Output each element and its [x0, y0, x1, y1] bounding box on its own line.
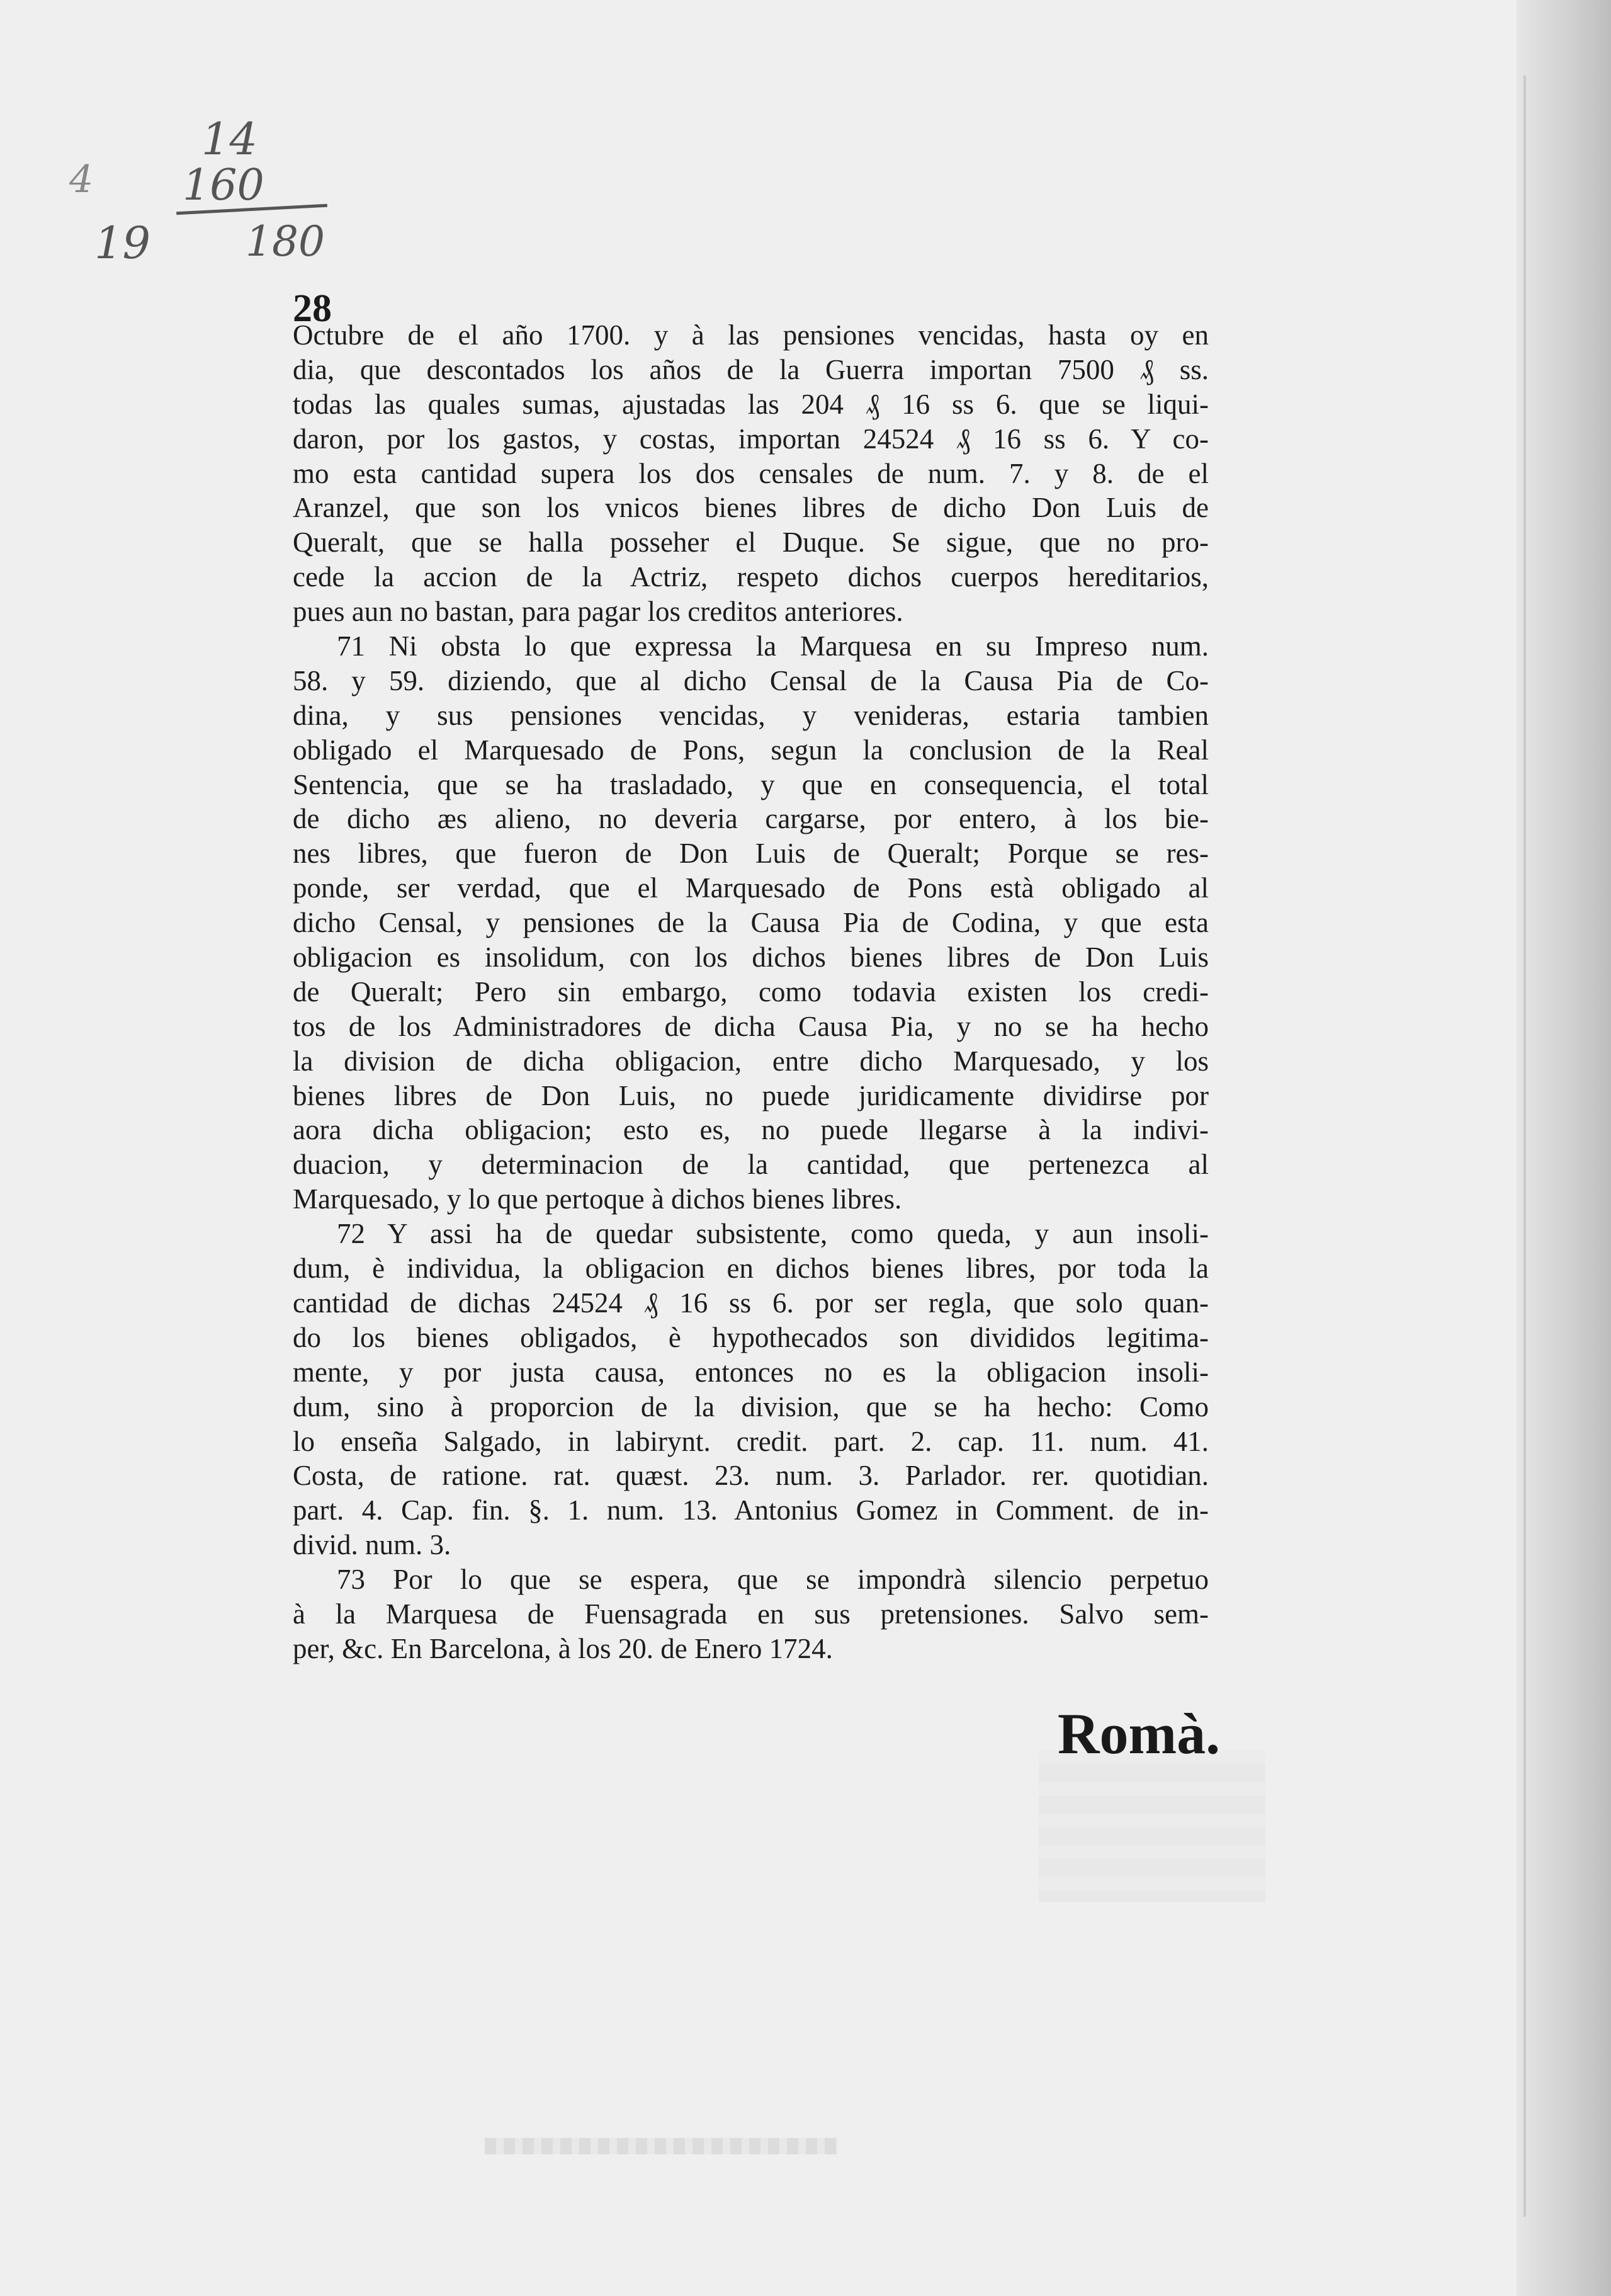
text-line: mente, y por justa causa, entonces no es la obligacion insoli-	[293, 1356, 1209, 1388]
page-fold-line	[1523, 76, 1526, 2217]
handwritten-note-left: 4	[69, 157, 94, 202]
text-line: dum, è individua, la obligacion en dichos bienes libres, por toda la	[293, 1253, 1209, 1285]
body-text	[293, 318, 1209, 1666]
text-line: mo esta cantidad supera los dos censales de num. 7. y 8. de el	[293, 457, 1209, 489]
text-line: part. 4. Cap. fin. §. 1. num. 13. Antonius Gomez in Comment. de in-	[293, 1494, 1209, 1526]
text-line: duacion, y determinacion de la cantidad, que pertenezca al	[293, 1149, 1209, 1181]
text-line: 58. y 59. diziendo, que al dicho Censal de la Causa Pia de Co-	[293, 664, 1209, 696]
text-line: Marquesado, y lo que pertoque à dichos bienes libres.	[293, 1183, 902, 1215]
text-line: Queralt, que se halla posseher el Duque. Se sigue, que no pro-	[293, 526, 1209, 559]
paragraph-71-start: 71 Ni obsta lo que expressa la Marquesa en su Impreso num.	[337, 630, 1209, 662]
handwritten-note-bottom: 180	[246, 217, 325, 266]
text-line: Sentencia, que se ha trasladado, y que en consequencia, el total	[293, 768, 1209, 800]
page-number: 28	[293, 287, 332, 330]
text-line: divid. num. 3.	[293, 1529, 451, 1561]
handwritten-note-left-bottom: 19	[94, 217, 151, 269]
text-line: de Queralt; Pero sin embargo, como todavia existen los credi-	[293, 975, 1209, 1008]
text-line: tos de los Administradores de dicha Causa Pia, y no se ha hecho	[293, 1010, 1209, 1042]
signature: Romà.	[1058, 1702, 1221, 1766]
text-line: de dicho æs alieno, no deveria cargarse, por entero, à los bie-	[293, 803, 1209, 835]
text-line: lo enseña Salgado, in labirynt. credit. part. 2. cap. 11. num. 41.	[293, 1425, 1209, 1457]
text-line: pues aun no bastan, para pagar los creditos anteriores.	[293, 596, 903, 628]
text-line: dia, que descontados los años de la Guerra importan 7500 ₰ ss.	[293, 353, 1209, 385]
text-line: ponde, ser verdad, que el Marquesado de Pons està obligado al	[293, 872, 1209, 904]
text-line: Aranzel, que son los vnicos bienes libres de dicho Don Luis de	[293, 492, 1209, 524]
text-line: todas las quales sumas, ajustadas las 204 ₰ 16 ss 6. que se liqui-	[293, 388, 1209, 420]
text-line: dum, sino à proporcion de la division, que se ha hecho: Como	[293, 1390, 1209, 1423]
text-line: la division de dicha obligacion, entre dicho Marquesado, y los	[293, 1045, 1209, 1077]
text-line: cantidad de dichas 24524 ₰ 16 ss 6. por ser regla, que solo quan-	[293, 1287, 1209, 1319]
paragraph-72-start: 72 Y assi ha de quedar subsistente, como queda, y aun insoli-	[337, 1218, 1209, 1250]
text-line: à la Marquesa de Fuensagrada en sus pretensiones. Salvo sem-	[293, 1598, 1209, 1630]
text-line: do los bienes obligados, è hypothecados son divididos legitima-	[293, 1321, 1209, 1353]
text-line: bienes libres de Don Luis, no puede juridicamente dividirse por	[293, 1079, 1209, 1111]
text-line: Octubre de el año 1700. y à las pensiones vencidas, hasta oy en	[293, 319, 1209, 351]
text-line: Costa, de ratione. rat. quæst. 23. num. 3. Parlador. rer. quotidian.	[293, 1460, 1209, 1492]
handwritten-note-middle: 160	[183, 161, 264, 210]
page-edge-shadow	[1517, 0, 1611, 2296]
text-line: per, &c. En Barcelona, à los 20. de Enero 1724.	[293, 1632, 833, 1664]
paragraph-73-start: 73 Por lo que se espera, que se impondrà silencio perpetuo	[337, 1564, 1209, 1596]
text-line: dicho Censal, y pensiones de la Causa Pia de Codina, y que esta	[293, 907, 1209, 939]
text-line: cede la accion de la Actriz, respeto dichos cuerpos hereditarios,	[293, 561, 1209, 593]
show-through-text	[1039, 1751, 1265, 1902]
handwritten-note-top: 14	[201, 113, 258, 165]
handwritten-annotation	[69, 113, 334, 269]
text-line: obligacion es insolidum, con los dichos bienes libres de Don Luis	[293, 941, 1209, 974]
text-line: daron, por los gastos, y costas, importan 24524 ₰ 16 ss 6. Y co-	[293, 423, 1209, 455]
text-line: obligado el Marquesado de Pons, segun la conclusion de la Real	[293, 734, 1209, 766]
bottom-show-through	[485, 2138, 837, 2154]
text-line: nes libres, que fueron de Don Luis de Queralt; Porque se res-	[293, 838, 1209, 870]
text-line: aora dicha obligacion; esto es, no puede llegarse à la indivi-	[293, 1114, 1209, 1146]
text-line: dina, y sus pensiones vencidas, y venideras, estaria tambien	[293, 699, 1209, 731]
